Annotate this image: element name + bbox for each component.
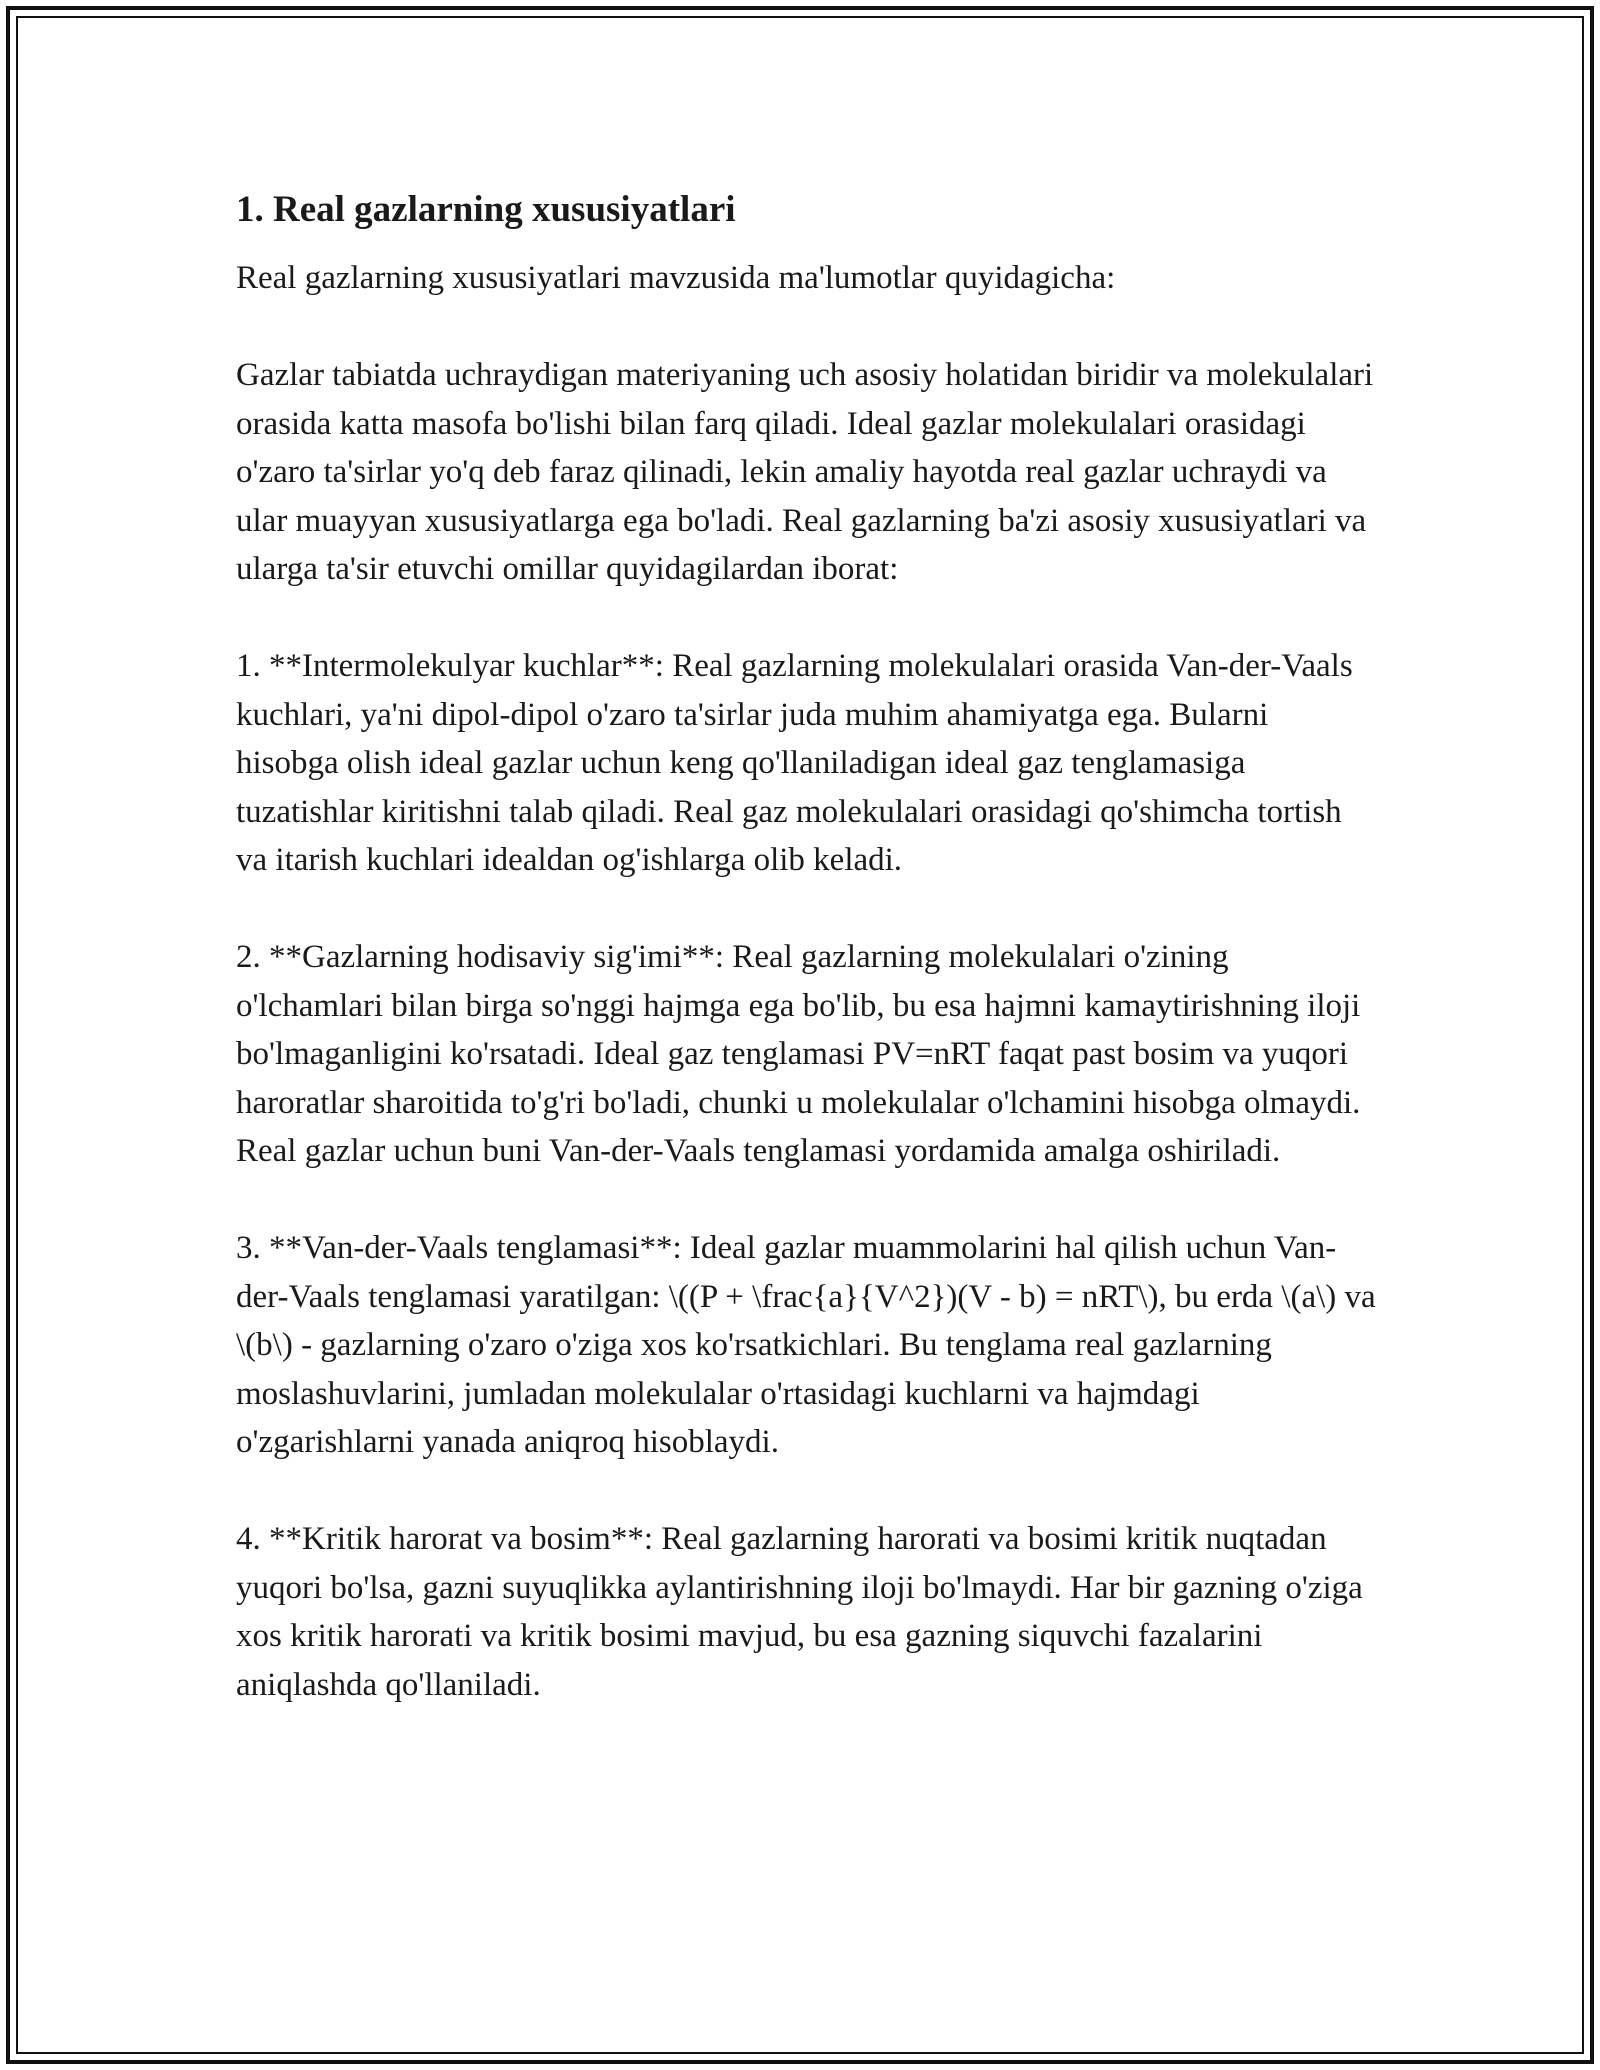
list-item-van-der-waals-equation: 3. **Van-der-Vaals tenglamasi**: Ideal gazlar muammolarini hal qilish uchun Van-der-Vaals tenglamasi yaratilgan: \((P + \frac{a}{V^2})(V - b) = nRT\), bu erda \(a\) va \(b\) - gazlarning o'zaro o'ziga xos ko'rsatkichlari. Bu tenglama real gazlarning moslashuvlarini, jumladan molekulalar o'rtasidagi kuchlarni va hajmdagi o'zgarishlarni yanada aniqroq hisoblaydi.: [236, 1230, 1376, 1460]
overview-paragraph: Gazlar tabiatda uchraydigan materiyaning uch asosiy holatidan biridir va molekulalari orasida katta masofa bo'lishi bilan farq qiladi. Ideal gazlar molekulalari orasidagi o'zaro ta'sirlar yo'q deb faraz qilinadi, lekin amaliy hayotda real gazlar uchraydi va ular muayyan xususiyatlarga ega bo'ladi. Real gazlarning ba'zi asosiy xususiyatlari va ularga ta'sir etuvchi omillar quyidagilardan iborat:: [236, 357, 1374, 587]
list-item-critical-temperature-pressure: 4. **Kritik harorat va bosim**: Real gazlarning harorati va bosimi kritik nuqtadan yuqori bo'lsa, gazni suyuqlikka aylantirishning iloji bo'lmaydi. Har bir gazning o'ziga xos kritik harorati va kritik bosimi mavjud, bu esa gazning siquvchi fazalarini aniqlashda qo'llaniladi.: [236, 1521, 1363, 1703]
document-body: [236, 186, 1376, 1709]
list-item-intermolecular-forces: 1. **Intermolekulyar kuchlar**: Real gazlarning molekulalari orasida Van-der-Vaals kuchlari, ya'ni dipol-dipol o'zaro ta'sirlar juda muhim ahamiyatga ega. Bularni hisobga olish ideal gazlar uchun keng qo'llaniladigan ideal gaz tenglamasiga tuzatishlar kiritishni talab qiladi. Real gaz molekulalari orasidagi qo'shimcha tortish va itarish kuchlari idealdan og'ishlarga olib keladi.: [236, 648, 1353, 878]
list-item-gas-volume: 2. **Gazlarning hodisaviy sig'imi**: Real gazlarning molekulalari o'zining o'lchamlari bilan birga so'nggi hajmga ega bo'lib, bu esa hajmni kamaytirishning iloji bo'lmaganligini ko'rsatadi. Ideal gaz tenglamasi PV=nRT faqat past bosim va yuqori haroratlar sharoitida to'g'ri bo'ladi, chunki u molekulalar o'lchamini hisobga olmaydi. Real gazlar uchun buni Van-der-Vaals tenglamasi yordamida amalga oshiriladi.: [236, 939, 1361, 1169]
document-title: 1. Real gazlarning xususiyatlari: [236, 189, 736, 230]
intro-paragraph: Real gazlarning xususiyatlari mavzusida ma'lumotlar quyidagicha:: [236, 260, 1116, 296]
